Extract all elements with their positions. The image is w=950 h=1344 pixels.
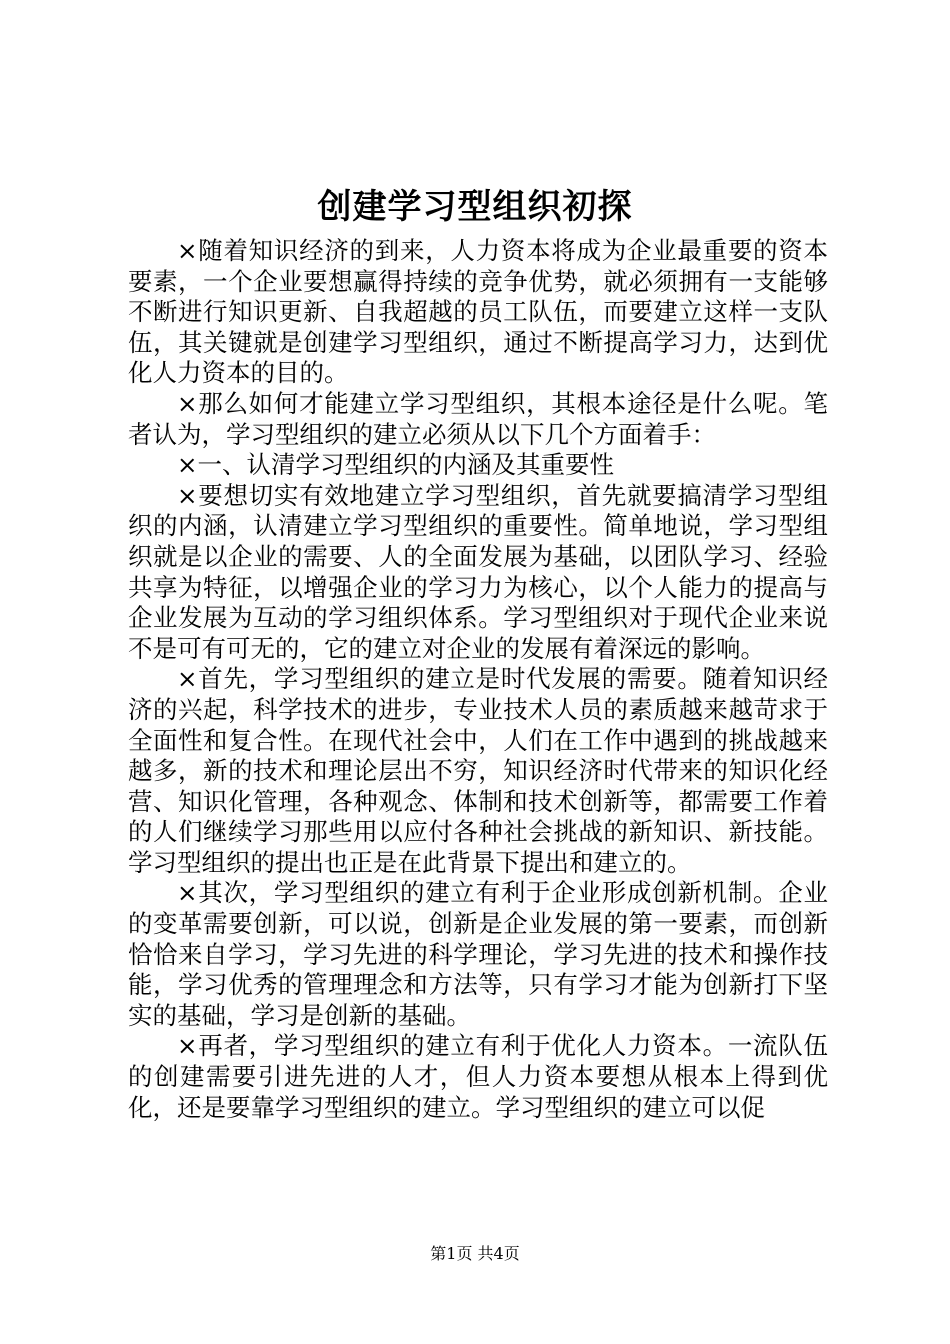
document-title: 创建学习型组织初探 [317,187,633,227]
paragraph: ×那么如何才能建立学习型组织，其根本途径是什么呢。笔者认为，学习型组织的建立必须从以下几个方面着手： [128,388,828,449]
document-body [128,236,828,1123]
paragraph: ×随着知识经济的到来，人力资本将成为企业最重要的资本要素，一个企业要想赢得持续的竞争优势，就必须拥有一支能够不断进行知识更新、自我超越的员工队伍，而要建立这样一支队伍，其关键就是创建学习型组织，通过不断提高学习力，达到优化人力资本的目的。 [128,236,828,388]
page-number-footer: 第1页 共4页 [430,1244,520,1263]
paragraph: ×要想切实有效地建立学习型组织，首先就要搞清学习型组织的内涵，认清建立学习型组织的重要性。简单地说，学习型组织就是以企业的需要、人的全面发展为基础，以团队学习、经验共享为特征，以增强企业的学习力为核心，以个人能力的提高与企业发展为互动的学习组织体系。学习型组织对于现代企业来说不是可有可无的，它的建立对企业的发展有着深远的影响。 [128,480,828,663]
section-heading: ×一、认清学习型组织的内涵及其重要性 [177,450,615,480]
paragraph: ×再者，学习型组织的建立有利于优化人力资本。一流队伍的创建需要引进先进的人才，但人力资本要想从根本上得到优化，还是要靠学习型组织的建立。学习型组织的建立可以促 [128,1031,828,1122]
paragraph: ×其次，学习型组织的建立有利于企业形成创新机制。企业的变革需要创新，可以说，创新是企业发展的第一要素，而创新恰恰来自学习，学习先进的科学理论，学习先进的技术和操作技能，学习优秀的管理理念和方法等，只有学习才能为创新打下坚实的基础，学习是创新的基础。 [128,878,828,1030]
paragraph: ×首先，学习型组织的建立是时代发展的需要。随着知识经济的兴起，科学技术的进步，专业技术人员的素质越来越苛求于全面性和复合性。在现代社会中，人们在工作中遇到的挑战越来越多，新的技术和理论层出不穷，知识经济时代带来的知识化经营、知识化管理，各种观念、体制和技术创新等，都需要工作着的人们继续学习那些用以应付各种社会挑战的新知识、新技能。学习型组织的提出也正是在此背景下提出和建立的。 [128,664,828,877]
